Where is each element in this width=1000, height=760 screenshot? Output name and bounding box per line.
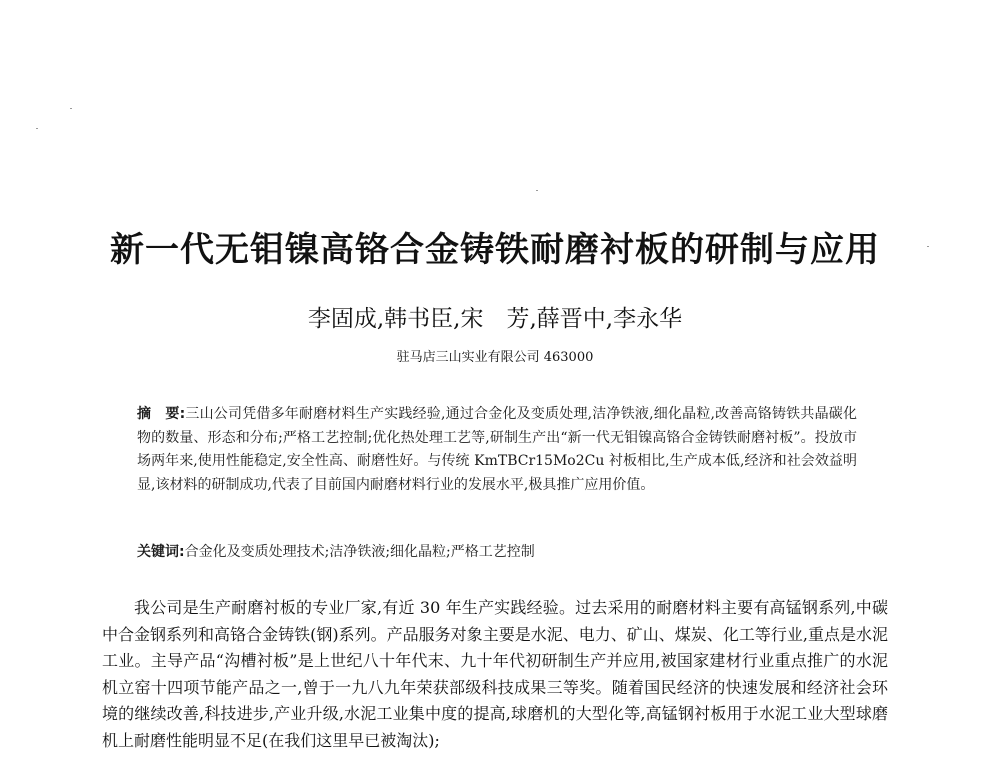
scan-speck bbox=[536, 190, 538, 191]
keywords-text: 合金化及变质处理技术;洁净铁液;细化晶粒;严格工艺控制 bbox=[184, 544, 535, 560]
body-paragraph: 我公司是生产耐磨衬板的专业厂家,有近 30 年生产实践经验。过去采用的耐磨材料主要有高锰钢系列,中碳中合金钢系列和高铬合金铸铁(钢)系列。产品服务对象主要是水泥、电力、矿山、煤炭、化工等行业,重点是水泥工业。主导产品“沟槽衬板”是上世纪八十年代末、九十年代初研制生产并应用,被国家建材行业重点推广的水泥机立窑十四项节能产品之一,曾于一九八九年荣获部级科技成果三等奖。随着国民经济的快速发展和经济社会环境的继续改善,科技进步,产业升级,水泥工业集中度的提高,球磨机的大型化等,高锰钢衬板用于水泥工业大型球磨机上耐磨性能明显不足(在我们这里早已被淘汰); bbox=[102, 598, 888, 750]
paper-affiliation: 驻马店三山实业有限公司 463000 bbox=[396, 350, 594, 365]
abstract-text: 三山公司凭借多年耐磨材料生产实践经验,通过合金化及变质处理,洁净铁液,细化晶粒,改善高铬铸铁共晶碳化物的数量、形态和分布;严格工艺控制;优化热处理工艺等,研制生产出“新一代无钼镍高铬合金铸铁耐磨衬板”。投放市场两年来,使用性能稳定,安全性高、耐磨性好。与传统 KmTBCr15Mo2Cu 衬板相比,生产成本低,经济和社会效益明显,该材料的研制成功,代表了目前国内耐磨材料行业的发展水平,极具推广应用价值。 bbox=[137, 406, 857, 493]
keywords bbox=[137, 541, 857, 563]
keywords-label: 关键词: bbox=[137, 544, 185, 560]
scan-speck bbox=[70, 108, 72, 109]
scan-speck bbox=[36, 128, 38, 129]
abstract-label: 摘 要: bbox=[137, 406, 186, 422]
paper-authors: 李固成,韩书臣,宋 芳,薛晋中,李永华 bbox=[307, 306, 683, 332]
paper-title: 新一代无钼镍高铬合金铸铁耐磨衬板的研制与应用 bbox=[110, 230, 880, 270]
abstract bbox=[137, 403, 857, 497]
